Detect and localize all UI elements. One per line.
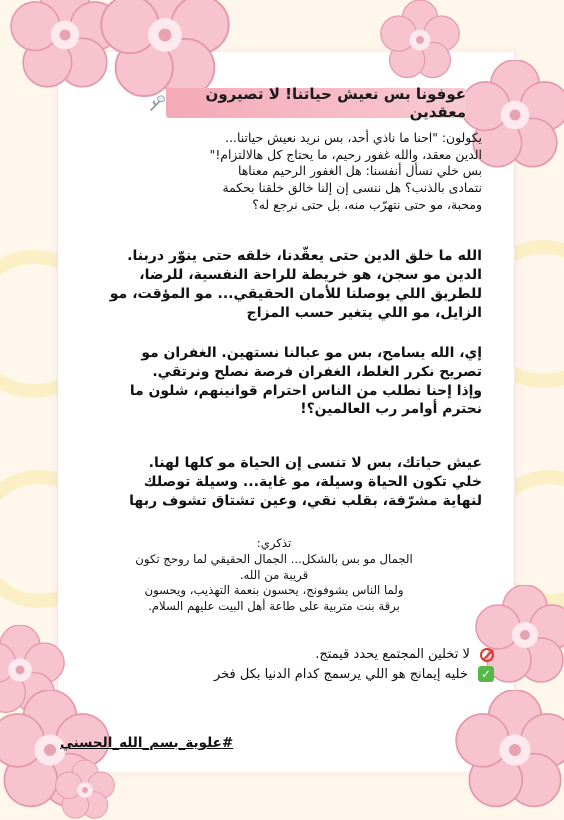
paragraph-reminder [84, 536, 464, 615]
flower-icon [55, 760, 115, 820]
text-line: بس خلي نسأل أنفسنا: هل الغفور الرحيم معناها [82, 163, 482, 180]
paragraph-live-life [82, 454, 482, 511]
text-line: الزايل، مو اللي يتغير حسب المزاج [82, 304, 482, 323]
closing-line [74, 665, 494, 685]
text-line: خلي تكون الحياة وسيلة، مو غاية... وسيلة توصلك [82, 473, 482, 492]
paragraph-intro [82, 130, 482, 214]
paragraph-closing [74, 645, 494, 684]
paragraph-religion [82, 247, 482, 323]
no-entry-icon [480, 648, 494, 662]
text-line: إي، الله يسامح، بس مو عبالنا نستهين. الغفران مو [82, 344, 482, 363]
text-line: نتمادى بالذنب؟ هل ننسى إن إلنا خالق خلقنا بحكمة [82, 180, 482, 197]
text-line: عيش حياتك، بس لا تنسى إن الحياة مو كلها لهنا. [82, 454, 482, 473]
closing-line [74, 645, 494, 665]
text-line: تذكري: [84, 536, 464, 552]
text-line: تصريح نكرر الغلط، الغفران فرصة نصلح ونرتقي. [82, 363, 482, 382]
text-line: ومحبة، مو حتى نتهرّب منه، بل حتى نرجع له؟ [82, 197, 482, 214]
flower-icon [380, 0, 460, 80]
text-line: الدين معقد، والله غفور رحيم، ما يحتاج كل هالالتزام!" [82, 147, 482, 164]
text-line: نحترم أوامر رب العالمين؟! [82, 400, 482, 419]
text-line: ولما الناس يشوفونج، يحسون بنعمة التهذيب، ويحسون [84, 583, 464, 599]
text-line: الجمال مو بس بالشكل... الجمال الحقيقي لما روحج تكون [84, 552, 464, 568]
text-line: الله ما خلق الدين حتى يعقّدنا، خلقه حتى ينوّر دربنا. [82, 247, 482, 266]
text-line: لنهاية مشرّفة، بقلب نقي، وعين تشتاق تشوف ربها [82, 492, 482, 511]
text-line: للطريق اللي يوصلنا للأمان الحقيقي... مو المؤقت، مو [82, 285, 482, 304]
text-line: برقة بنت متربية على طاعة أهل البيت عليهم السلام. [84, 599, 464, 615]
check-mark-icon: ✓ [478, 666, 494, 682]
paragraph-forgiveness [82, 344, 482, 419]
text-line: وإذا إحنا نطلب من الناس احترام قوانينهم، شلون ما [82, 382, 482, 401]
page-title: عوفونا بس نعيش حياتنا! لا تصيرون معقدين [166, 88, 466, 118]
text-line: الدين مو سجن، هو خريطة للراحة النفسية، للرضا، [82, 266, 482, 285]
closing-line-text: لا تخلين المجتمع يحدد قيمتج. [315, 647, 470, 662]
flower-icon [455, 690, 564, 810]
hashtag-link[interactable]: #علوية_بسم_الله_الحسني [60, 735, 233, 751]
text-line: قريبة من الله. [84, 568, 464, 584]
text-line: يكولون: "احنا ما ناذي أحد، بس نريد نعيش حياتنا... [82, 130, 482, 147]
closing-line-text: خليه إيمانج هو اللي يرسمج كدام الدنيا بكل فخر [214, 667, 468, 682]
rose-icon [147, 92, 169, 114]
